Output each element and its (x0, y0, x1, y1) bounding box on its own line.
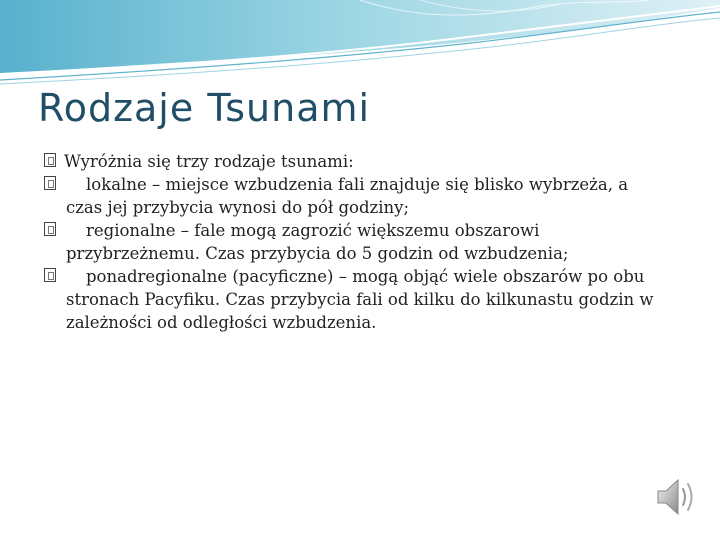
list-item (44, 219, 684, 265)
bullet-glyph-icon (44, 153, 56, 167)
intro-line (44, 150, 684, 173)
bullet-glyph-icon (44, 176, 56, 190)
item-text-first: lokalne – miejsce wzbudzenia fali znajduje się blisko wybrzeża, a (86, 175, 629, 194)
speaker-icon[interactable] (654, 474, 700, 520)
item-text-first: regionalne – fale mogą zagrozić większemu obszarowi (86, 221, 540, 240)
wave-header-decoration (0, 0, 720, 90)
item-text-rest: zależności od odległości wzbudzenia. (66, 313, 377, 332)
slide-title: Rodzaje Tsunami (38, 86, 371, 130)
bullet-glyph-icon (44, 222, 56, 236)
intro-text: Wyróżnia się trzy rodzaje tsunami: (64, 152, 354, 171)
item-text-rest: czas jej przybycia wynosi do pół godziny; (66, 198, 410, 217)
list-item (44, 173, 684, 219)
item-text-rest: przybrzeżnemu. Czas przybycia do 5 godzin od wzbudzenia; (66, 244, 569, 263)
item-text-first: ponadregionalne (pacyficzne) – mogą objąć wiele obszarów po obu (86, 267, 645, 286)
slide-content (44, 150, 684, 334)
bullet-glyph-icon (44, 268, 56, 282)
item-text-rest: stronach Pacyfiku. Czas przybycia fali od kilku do kilkunastu godzin w (66, 290, 654, 309)
list-item (44, 265, 684, 334)
